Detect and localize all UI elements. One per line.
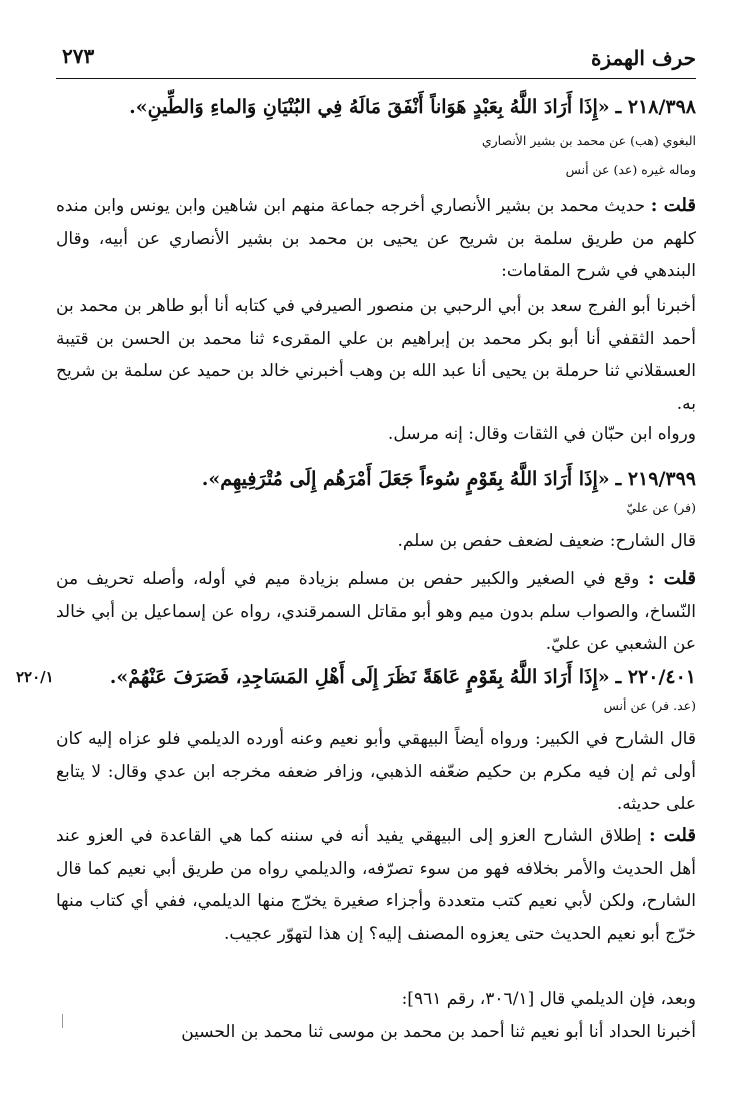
paragraph-text: وقع في الصغير والكبير حفص بن مسلم بزيادة ميم في أوله، وأصله تحريف من النّساخ، والصواب سلم بدون ميم وهو أبو مقاتل السمرقندي، رواه عن إسماعيل بن أبي خالد عن الشعبي عن عليّ. <box>56 569 696 654</box>
page-number: ٢٧٣ <box>62 44 95 68</box>
qultu-label: قلت : <box>650 195 696 216</box>
paragraph-text: إطلاق الشارح العزو إلى البيهقي يفيد أنه في سننه كما هي القاعدة في العزو عند أهل الحديث والأمر بخلافه فهو من سوء تصرّفه، والديلمي رواه من طريق أبي نعيم كما قال الشارح، ولكن لأبي نعيم كتب متعددة وأجزاء صغيرة يخرّج منها الديلمي، ففي أي كتاب منها خرّج أبو نعيم الحديث حتى يعزوه المصنف إليه؟ إن هذا لتهوّر عجيب. <box>56 826 696 944</box>
hadith-entry-401 <box>16 660 696 694</box>
hadith-text: «إِذَا أَرَادَ اللَّهُ بِقَوْمٍ سُوءاً جَعَلَ أَمْرَهُم إِلَى مُتْرَفِيهِم». <box>201 468 610 490</box>
entry-number: ٢١٨/٣٩٨ ـ <box>615 96 696 118</box>
paragraph-text: ورواه ابن حبّان في الثقات وقال: إنه مرسل. <box>387 424 696 444</box>
source-line: (فر) عن عليّ <box>626 500 696 515</box>
margin-mark <box>62 1014 63 1028</box>
paragraph-text: وبعد، فإن الديلمي قال [٣٠٦/١، رقم ٩٦١]: <box>401 989 696 1009</box>
paragraph-text: أخبرنا الحداد أنا أبو نعيم ثنا أحمد بن محمد بن موسى ثنا محمد بن الحسين <box>181 1022 696 1042</box>
paragraph-text: قال الشارح: ضعيف لضعف حفص بن سلم. <box>397 531 696 551</box>
commentary-paragraph <box>56 820 696 950</box>
source-line: البغوي (هب) عن محمد بن بشير الأنصاري <box>481 133 696 148</box>
qultu-label: قلت : <box>648 825 696 846</box>
hadith-entry-398 <box>56 90 696 124</box>
paragraph-text: أخبرنا أبو الفرج سعد بن أبي الرحبي بن منصور الصيرفي في كتابه أنا أبو طاهر بن محمد بن أحمد الثقفي أنا أبو بكر محمد بن إبراهيم بن علي المقرىء ثنا محمد بن الحسن بن قتيبة العسقلاني ثنا حرملة بن يحيى أنا عبد الله بن وهب أخبرني خالد بن حميد عن سلمة بن شريح به. <box>56 296 696 414</box>
entry-number: ٢١٩/٣٩٩ ـ <box>615 468 696 490</box>
commentary-paragraph <box>56 418 696 451</box>
side-number: ٢٢٠/١ <box>16 668 54 686</box>
source-line: وماله غيره (عد) عن أنس <box>565 162 696 177</box>
paragraph-text: حديث محمد بن بشير الأنصاري أخرجه جماعة منهم ابن شاهين وابن يونس وابن منده كلهم من طريق سلمة بن شريح عن يحيى بن محمد بن بشير الأنصاري عن أبيه، وقال البندهي في شرح المقامات: <box>56 196 696 281</box>
page-header <box>56 40 696 79</box>
qultu-label: قلت : <box>647 568 696 589</box>
book-page <box>16 0 696 1098</box>
paragraph-text: قال الشارح في الكبير: ورواه أيضاً البيهقي وأبو نعيم وعنه أورده الديلمي فلو عزاه إليه كان أولى ثم إن فيه مكرم بن حكيم ضعّفه الذهبي، وزافر ضعفه مخرجه ابن عدي وقال: لا يتابع على حديثه. <box>56 729 696 814</box>
chapter-title: حرف الهمزة <box>590 46 696 70</box>
commentary-paragraph <box>56 525 696 558</box>
commentary-paragraph <box>56 190 696 288</box>
source-line: (عد. فر) عن أنس <box>603 698 696 713</box>
commentary-paragraph <box>56 723 696 821</box>
isnad-paragraph <box>56 1016 696 1049</box>
commentary-paragraph <box>56 563 696 661</box>
commentary-paragraph <box>56 983 696 1016</box>
hadith-entry-399 <box>56 462 696 496</box>
entry-number: ٢٢٠/٤٠١ ـ <box>615 666 696 688</box>
isnad-paragraph <box>56 290 696 420</box>
hadith-text: «إِذَا أَرَادَ اللَّهُ بِقَوْمٍ عَاهَةً نَظَرَ إِلَى أَهْلِ المَسَاجِدِ، فَصَرَفَ عَنْهُمْ». <box>109 666 610 688</box>
hadith-text: «إِذَا أَرَادَ اللَّهُ بِعَبْدٍ هَوَاناً أَنْفَقَ مَالَهُ فِي البُنْيَانِ وَالماءِ وَالطِّينِ». <box>129 96 610 118</box>
